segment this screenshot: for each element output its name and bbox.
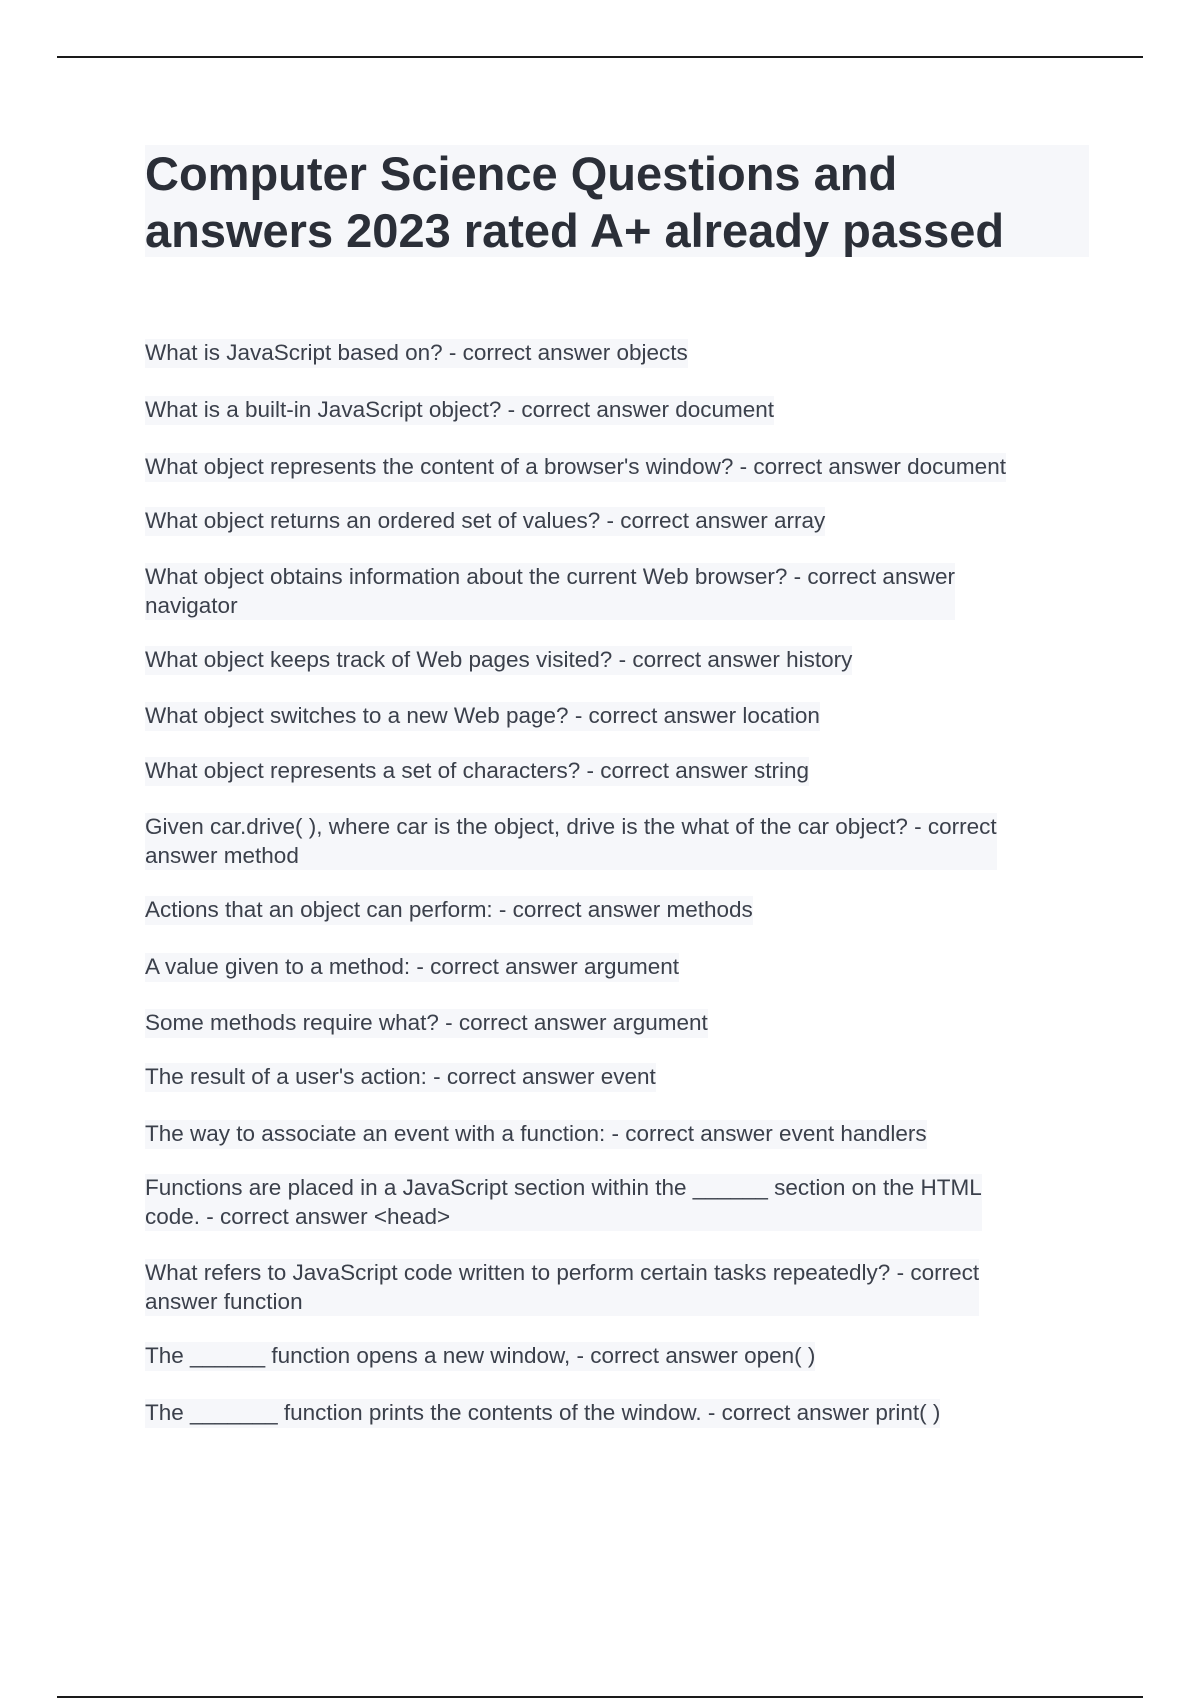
qa-line: What is JavaScript based on? - correct answer objects	[145, 339, 688, 368]
qa-line: Functions are placed in a JavaScript section within the ______ section on the HTML	[145, 1174, 982, 1203]
qa-line: navigator	[145, 592, 955, 621]
qa-item	[145, 1342, 815, 1371]
qa-line: Actions that an object can perform: - correct answer methods	[145, 896, 753, 925]
qa-line: What object represents a set of characters? - correct answer string	[145, 757, 809, 786]
qa-item	[145, 453, 1006, 482]
qa-item	[145, 813, 997, 870]
bottom-rule	[57, 1696, 1143, 1698]
qa-line: A value given to a method: - correct answer argument	[145, 953, 679, 982]
qa-item	[145, 1399, 940, 1428]
qa-item	[145, 396, 774, 425]
title-line-1: Computer Science Questions and	[145, 147, 898, 200]
qa-line: The _______ function prints the contents of the window. - correct answer print( )	[145, 1399, 940, 1428]
title-block	[145, 145, 1089, 257]
qa-line: What object obtains information about the current Web browser? - correct answer	[145, 563, 955, 592]
qa-line: answer function	[145, 1288, 979, 1317]
top-rule	[57, 56, 1143, 58]
qa-item	[145, 1063, 656, 1092]
qa-item	[145, 507, 825, 536]
qa-line: The ______ function opens a new window, - correct answer open( )	[145, 1342, 815, 1371]
qa-line: What object represents the content of a browser's window? - correct answer document	[145, 453, 1006, 482]
qa-item	[145, 1120, 927, 1149]
qa-item	[145, 339, 688, 368]
title-line-2: answers 2023 rated A+ already passed	[145, 204, 1005, 257]
document-title	[145, 145, 1089, 259]
qa-item	[145, 563, 955, 620]
qa-item	[145, 953, 679, 982]
qa-item	[145, 896, 753, 925]
qa-line: What is a built-in JavaScript object? - correct answer document	[145, 396, 774, 425]
qa-item	[145, 1259, 979, 1316]
qa-item	[145, 757, 809, 786]
qa-line: What refers to JavaScript code written to perform certain tasks repeatedly? - correct	[145, 1259, 979, 1288]
qa-item	[145, 1009, 708, 1038]
qa-line: What object switches to a new Web page? - correct answer location	[145, 702, 820, 731]
qa-line: Some methods require what? - correct answer argument	[145, 1009, 708, 1038]
qa-item	[145, 1174, 982, 1231]
qa-line: Given car.drive( ), where car is the object, drive is the what of the car object? - correct	[145, 813, 997, 842]
qa-line: What object returns an ordered set of values? - correct answer array	[145, 507, 825, 536]
qa-line: The way to associate an event with a function: - correct answer event handlers	[145, 1120, 927, 1149]
qa-line: The result of a user's action: - correct answer event	[145, 1063, 656, 1092]
qa-item	[145, 646, 852, 675]
qa-line: answer method	[145, 842, 997, 871]
qa-line: code. - correct answer <head>	[145, 1203, 982, 1232]
qa-item	[145, 702, 820, 731]
qa-line: What object keeps track of Web pages visited? - correct answer history	[145, 646, 852, 675]
